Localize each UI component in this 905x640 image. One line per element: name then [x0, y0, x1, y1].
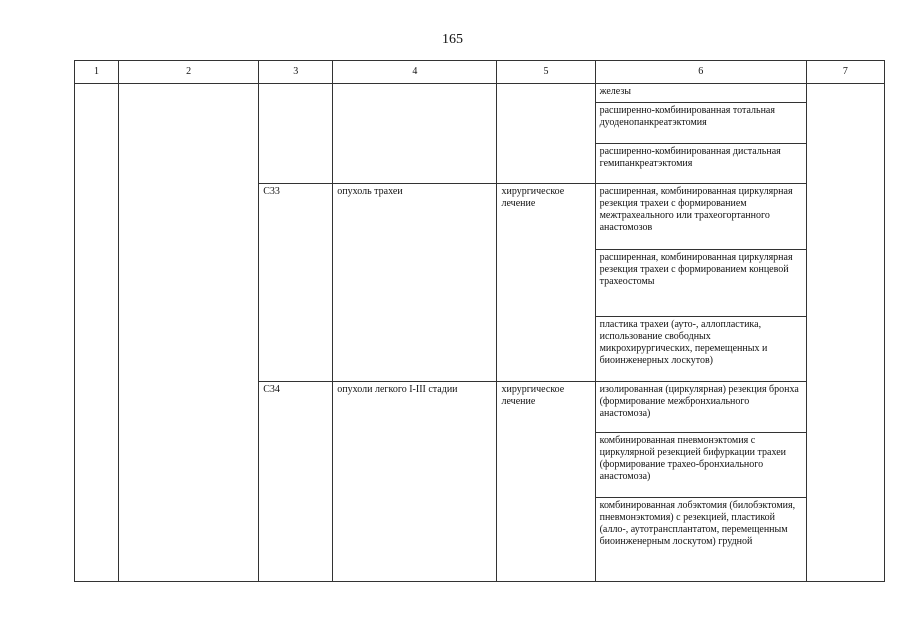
diagnosis-cell — [333, 84, 497, 184]
method-cell: комбинированная лобэктомия (билобэктомия, пневмонэктомия) с резекцией, пластикой (алло-, аутотрансплантатом, перемещенным биоинженерным лоскутом) грудной — [595, 498, 806, 582]
table-row — [75, 84, 885, 102]
header-cell-4: 4 — [333, 61, 497, 84]
code-cell: C33 — [259, 184, 333, 382]
method-cell: расширенно-комбинированная дистальная гемипанкреатэктомия — [595, 143, 806, 184]
method-cell: железы — [595, 84, 806, 102]
code-cell — [259, 84, 333, 184]
header-cell-3: 3 — [259, 61, 333, 84]
treatment-cell: хирургическое лечение — [497, 184, 595, 382]
header-cell-1: 1 — [75, 61, 119, 84]
treatment-cell: хирургическое лечение — [497, 382, 595, 582]
method-cell: расширенно-комбинированная тотальная дуоденопанкреатэктомия — [595, 102, 806, 143]
col7-cell — [806, 84, 884, 582]
col2-cell — [119, 84, 259, 582]
procedures-table — [74, 60, 885, 582]
method-cell: комбинированная пневмонэктомия с циркулярной резекцией бифуркации трахеи (формирование трахео-бронхиального анастомоза) — [595, 433, 806, 498]
method-cell: расширенная, комбинированная циркулярная резекция трахеи с формированием межтрахеального или трахеогортанного анастомозов — [595, 184, 806, 249]
header-cell-6: 6 — [595, 61, 806, 84]
header-row — [75, 61, 885, 84]
treatment-cell — [497, 84, 595, 184]
diagnosis-cell: опухоль трахеи — [333, 184, 497, 382]
method-cell: изолированная (циркулярная) резекция бронха (формирование межбронхиального анастомоза) — [595, 382, 806, 433]
method-cell: расширенная, комбинированная циркулярная резекция трахеи с формированием концевой трахеостомы — [595, 249, 806, 316]
page-number: 165 — [442, 32, 463, 47]
header-cell-5: 5 — [497, 61, 595, 84]
header-cell-7: 7 — [806, 61, 884, 84]
code-cell: C34 — [259, 382, 333, 582]
diagnosis-cell: опухоли легкого I-III стадии — [333, 382, 497, 582]
method-cell: пластика трахеи (ауто-, аллопластика, использование свободных микрохирургических, перемещенных и биоинженерных лоскутов) — [595, 316, 806, 381]
header-cell-2: 2 — [119, 61, 259, 84]
col1-cell — [75, 84, 119, 582]
